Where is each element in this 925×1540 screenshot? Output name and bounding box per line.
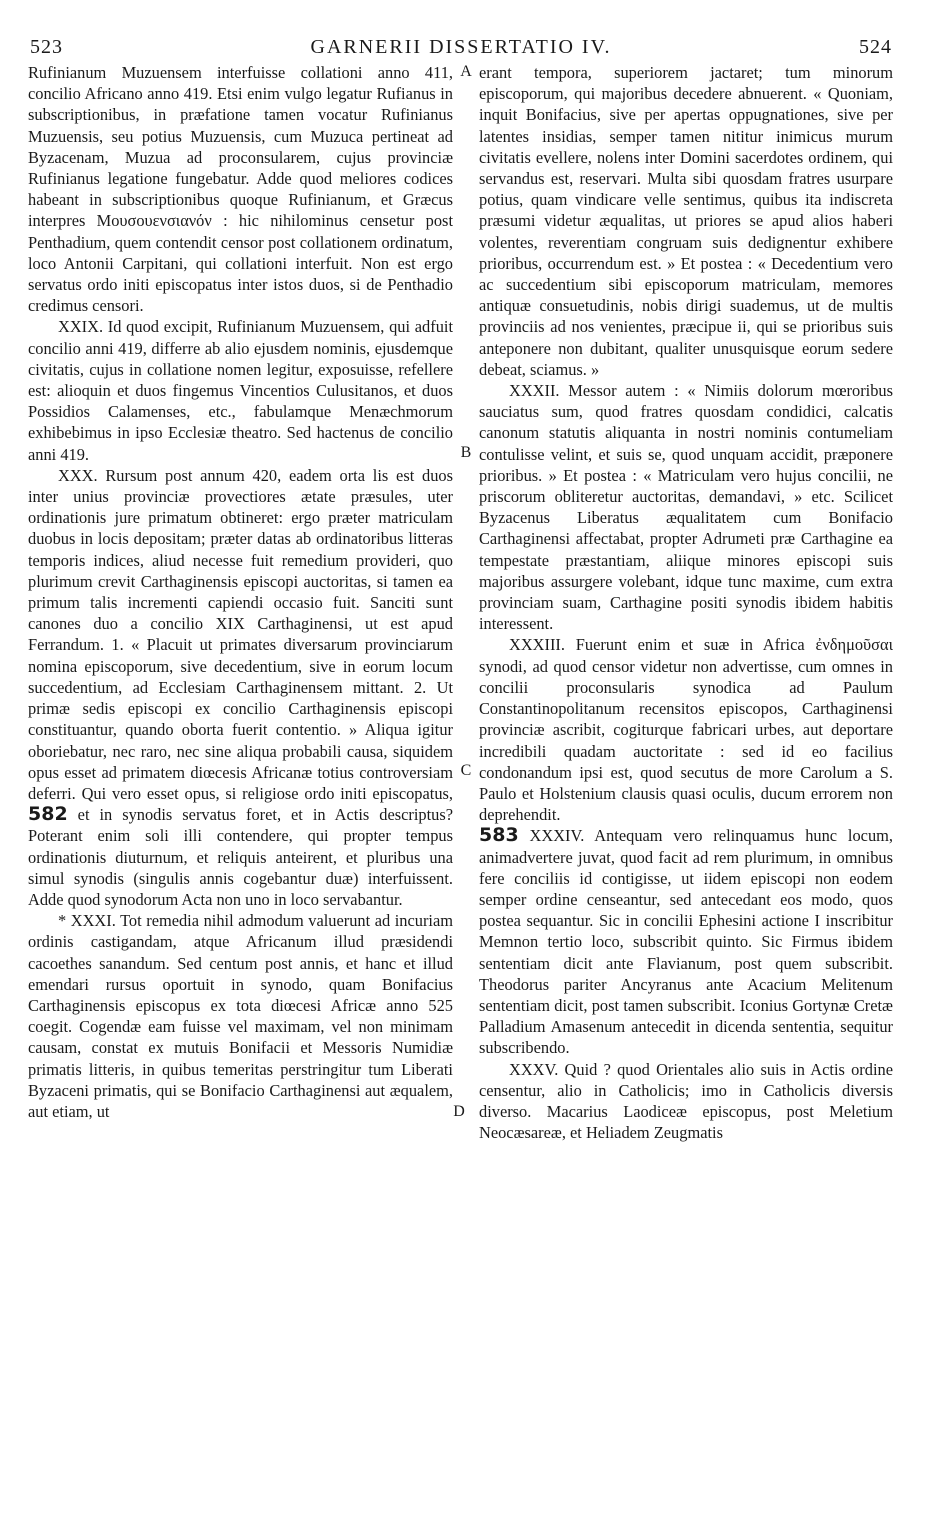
running-title: GARNERII DISSERTATIO IV. [310, 36, 612, 58]
margin-marker-c: C [460, 762, 472, 779]
right-column [479, 62, 893, 1143]
right-paragraph-xxxiii: XXXIII. Fuerunt enim et suæ in Africa ἐνδημοῦσαι synodi, ad quod censor videtur non advertisse, cum omnes in concilii proconsularis synodica ad Paulum Constantinopolitanum recensitos episcopos, Carthaginensi provinciæ ascribit, cogiturque fabricari urbes, aut deportare incredibili quadam auctoritate : sed id eo facilius condonandum ipsi est, quod secutus de more Carolum a S. Paulo et Holstenium clausis quasi oculis, ducum errorem non deprehendit. [479, 635, 893, 825]
left-paragraph-xxix: XXIX. Id quod excipit, Rufinianum Muzuensem, qui adfuit concilio anni 419, differre ab alio ejusdem nominis, ejusdemque civitatis, cujus in collatione nomen legitur, exposuisse, refellere est: alioquin et duos fingemus Vincentios Culusitanos, et duos Possidios Calamenses, etc., fabulamque Menæchmorum exhibebimus in ipso Ecclesiæ theatro. Sed hactenus de concilio anni 419. [28, 317, 453, 464]
marginal-number-583: 583 [479, 824, 519, 847]
page-number-left: 523 [30, 36, 63, 58]
right-paragraph-xxxv: XXXV. Quid ? quod Orientales alio suis in Actis ordine censentur, alio in Catholicis; imo in Catholicis diversis diverso. Macarius Laodiceæ episcopus, post Meletium Neocæsareæ, et Heliadem Zeugmatis [479, 1059, 893, 1143]
running-header [30, 36, 892, 60]
margin-marker-d: D [453, 1103, 465, 1120]
left-paragraph-1: Rufinianum Muzuensem interfuisse collationi anno 411, concilio Africano anno 419. Etsi enim vulgo legatur Rufianus in subscriptionibus, in præfatione tamen vocatur Rufinianus Muzuensis, seu potius Muzuensis, cum Muzuca pertineat ad Byzacenam, Muzua ad proconsularem, cujus provinciæ Rufinianus legatione fungebatur. Adde quod meliores codices habeant in subscriptionibus quoque Rufinianum, et Græcus interpres Μουσουενσιανόν : hic nihilominus censetur post Penthadium, quem contendit censor post collationem ordinatum, loco Antonii Carpitani, qui collationi interfuit. Non est ergo servatus ordo initi episcopatus inter istos duos, si de Penthadio credimus censori. [28, 63, 453, 316]
left-paragraph-xxx-text-b: et in synodis servatus foret, et in Actis descriptus? Poterant enim soli illi contendere, qui propter tempus ordinationis diuturnum, et reliquis anteirent, et pluribus una simul synodis (singulis annis cogebantur duæ) interfuissent. Adde quod synodorum Acta non uno in loco servabantur. [28, 805, 453, 909]
left-paragraph-xxxi: * XXXI. Tot remedia nihil admodum valuerunt ad incuriam ordinis castigandam, atque Africanum illud præsidendi cacoethes sanandum. Sed centum post annis, et hanc et illud emendari rursus oportuit in synodo, quam Bonifacius Carthaginensis episcopus ex tota diœcesi Africæ anno 525 coegit. Cogendæ eam fuisse vel maximam, vel non minimam causam, constat ex mutuis Bonifacii et Messoris Numidiæ primatis litteris, in quibus temeritas perstringitur tum Liberati Byzaceni primatis, qui se Bonifacio Carthaginensi aut æqualem, aut etiam, ut [28, 911, 453, 1121]
right-paragraph-1: erant tempora, superiorem jactaret; tum minorum episcoporum, qui majoribus decedere abnuerent. « Quoniam, inquit Bonifacius, sive per apertas oppugnationes, sive per latentes insidias, semper tamen nititur inimicus murum civitatis evellere, nolens inter Domini sacerdotes ordinem, qui servandus est, reservari. Multa sibi quosdam fratres usurpare potius, quam vindicare velle sentimus, quibus ita indiscreta præsumi videtur æqualitas, ut priores se apud alios haberi volentes, reverentiam congruam suis dedignentur exhibere prioribus, occurrendum est. » Et postea : « Decedentium vero ac succedentium sibi episcoporum matriculam, memores antiquæ consuetudinis, nobis dirigi suademus, ut de multis provinciis ad nos venientes, præcipue ii, qui se prioribus suis anteponere non dubitant, qualiter unusquisque eorum sedere debeat, sciamus. » [479, 63, 893, 379]
right-paragraph-xxxiv-text: XXXIV. Antequam vero relinquamus hunc locum, animadvertere juvat, quod facit ad rem plurimum, in omnibus fere conciliis id contigisse, ut iidem episcopi non eodem semper ordine censeantur, sed antecedant eos modo, quos postea sequantur. Sic in concilii Ephesini actione I inscribitur Memnon tertio loco, subscribit quinto. Sic Firmus ibidem sententiam dicit ante Flavianum, post quem subscribit. Theodorus pariter Ancyranus ante Acacium Melitenum sententiam dicit, post tamen subscribit. Iconius Gortynæ Cretæ Palladium Amasenum antecedit in dicenda sententia, sequitur subscribendo. [479, 826, 893, 1058]
right-paragraph-xxxiv [479, 825, 893, 1058]
left-column [28, 62, 453, 1122]
marginal-number-582: 582 [28, 803, 68, 826]
margin-marker-a: A [460, 63, 472, 80]
left-paragraph-xxx-text-a: XXX. Rursum post annum 420, eadem orta lis est duos inter unius provinciæ provectiores ætate præsules, uter ordinationis jure primatum obtineret: ergo præter matriculam duobus in locis depositam; præter datas ab ordinatoribus litteras temporis indices, aliud necesse fuit remedium provideri, quo plurimum crevit Carthaginensis episcopi auctoritas, si tamen ea primum talis incrementi capiendi occasio fuit. Sanciti sunt canones duo a concilio XIX Carthaginensi, ut est apud Ferrandum. 1. « Placuit ut primates diversarum provinciarum nomina episcoporum, sive decedentium, sive in eorum locum succedentium, ad Ecclesiam Carthaginensem mittant. 2. Ut primæ sedis episcopi ex concilio Carthaginensis episcopi constituantur, quando oborta fuerit contentio. » Aliqua igitur oboriebatur, nec raro, nec sine aliqua probabili causa, siquidem opus esset ad primatem diœcesis Africanæ totius controversiam deferri. Qui vero esset opus, si religiose ordo initi episcopatus, [28, 465, 453, 803]
page-number-right: 524 [859, 36, 892, 58]
right-paragraph-xxxii: XXXII. Messor autem : « Nimiis dolorum mœroribus sauciatus sum, quod fratres quosdam condidici, calcatis canonum statutis aliquanta in nostri nominis contumeliam contulisse velint, et suis se, quod unquam accidit, præponere prioribus. » Et postea : « Matriculam vero hujus concilii, ne priscorum obliteretur auctoritas, demandavi, » etc. Scilicet Byzacenus Liberatus æqualitatem cum Bonifacio Carthaginensi affectabat, propter Adrumeti præ Carthagine ea tempestate præstantiam, aliique minores episcopi suis majoribus assurgere volebant, idque tunc maxime, cum extra provinciam suam, Carthagine positi synodis ibidem habitis interessent. [479, 381, 893, 634]
margin-marker-b: B [460, 444, 472, 461]
left-paragraph-xxx [28, 465, 453, 910]
